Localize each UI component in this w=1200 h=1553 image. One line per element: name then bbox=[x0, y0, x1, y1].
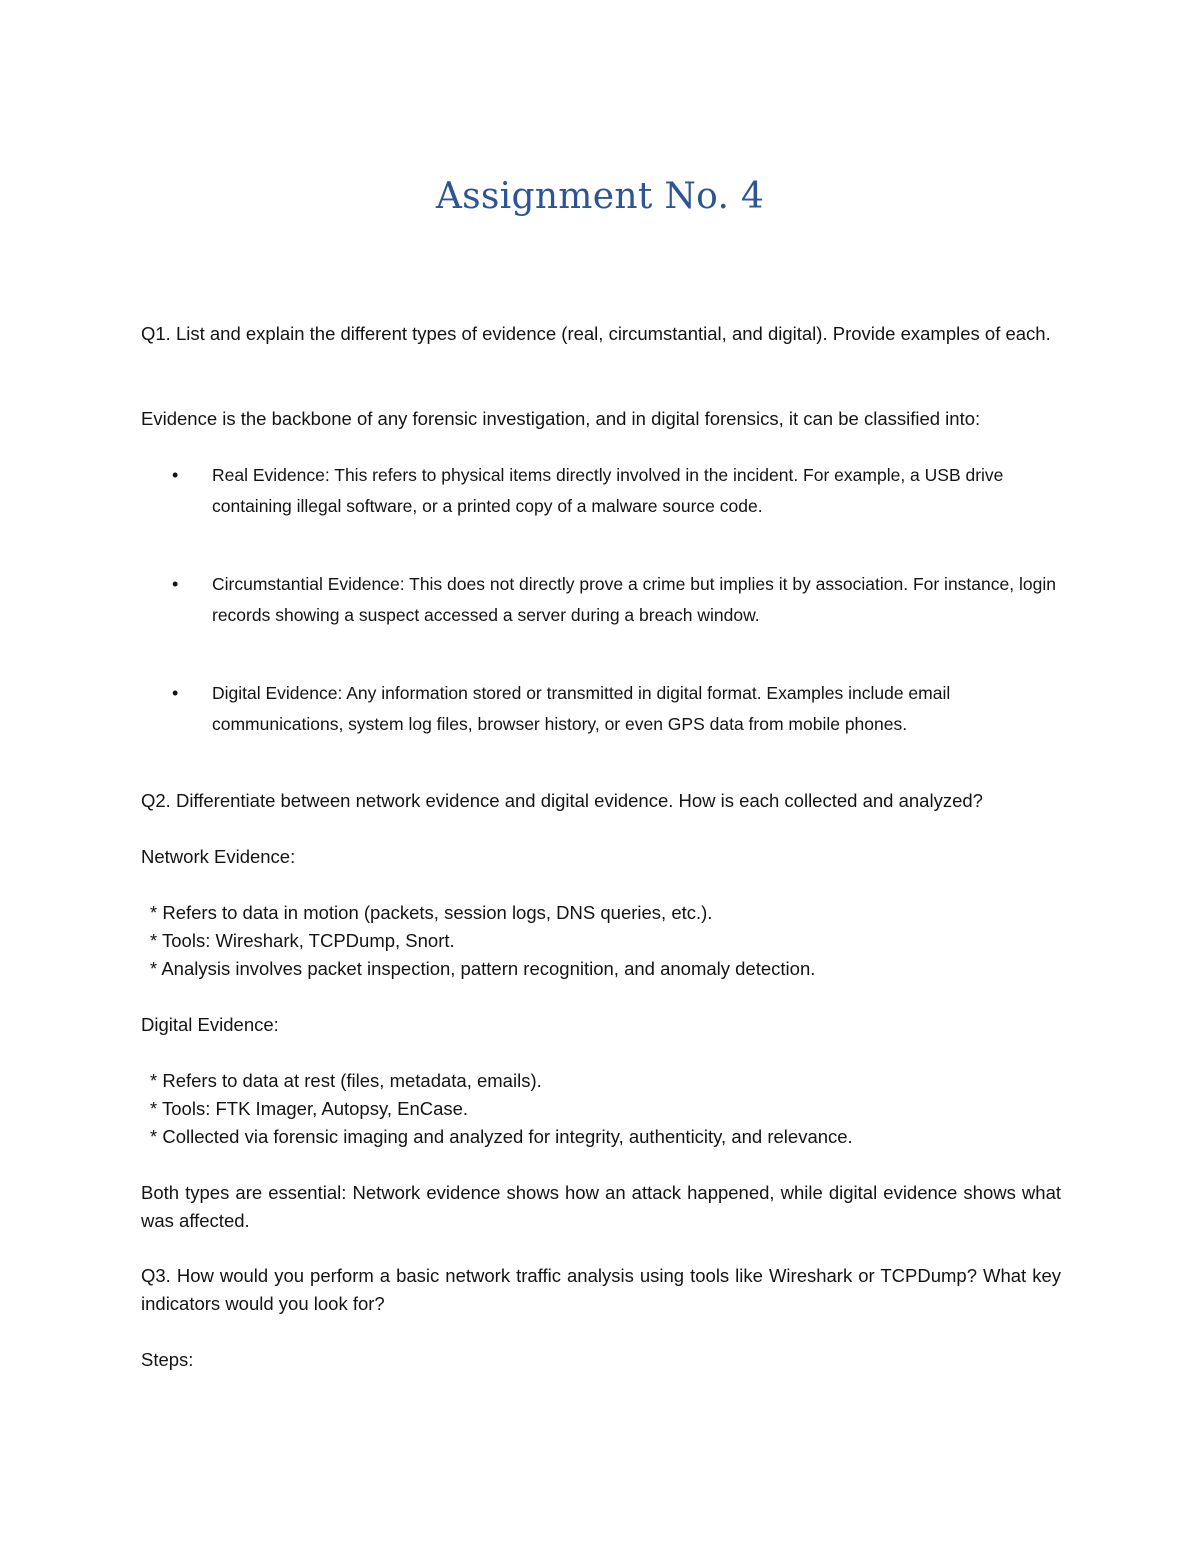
q1-item-text: Circumstantial Evidence: This does not directly prove a crime but implies it by association. For instance, login records showing a suspect accessed a server during a breach window. bbox=[212, 574, 1056, 625]
q1-item-text: Digital Evidence: Any information stored or transmitted in digital format. Examples include email communications, system log files, browser history, or even GPS data from mobile phones. bbox=[212, 683, 951, 734]
q2-question: Q2. Differentiate between network evidence and digital evidence. How is each collected and analyzed? bbox=[141, 790, 983, 811]
q1-item-text: Real Evidence: This refers to physical items directly involved in the incident. For example, a USB drive containing illegal software, or a printed copy of a malware source code. bbox=[212, 465, 1004, 516]
network-point: * Tools: Wireshark, TCPDump, Snort. bbox=[150, 930, 455, 951]
bullet-icon: • bbox=[172, 574, 179, 594]
document-title: Assignment No. 4 bbox=[435, 176, 765, 217]
q1-intro: Evidence is the backbone of any forensic investigation, and in digital forensics, it can be classified into: bbox=[141, 408, 981, 429]
network-evidence-heading: Network Evidence: bbox=[141, 846, 296, 867]
q1-question: Q1. List and explain the different types of evidence (real, circumstantial, and digital). Provide examples of each. bbox=[141, 323, 1051, 344]
digital-evidence-heading: Digital Evidence: bbox=[141, 1014, 279, 1035]
q2-conclusion: Both types are essential: Network evidence shows how an attack happened, while digital evidence shows what was affected. bbox=[141, 1182, 1061, 1231]
bullet-icon: • bbox=[172, 683, 179, 703]
digital-point: * Collected via forensic imaging and analyzed for integrity, authenticity, and relevance. bbox=[150, 1126, 853, 1147]
network-point: * Refers to data in motion (packets, session logs, DNS queries, etc.). bbox=[150, 902, 713, 923]
network-point: * Analysis involves packet inspection, pattern recognition, and anomaly detection. bbox=[150, 958, 816, 979]
digital-point: * Refers to data at rest (files, metadata, emails). bbox=[150, 1070, 542, 1091]
steps-heading: Steps: bbox=[141, 1349, 194, 1370]
q3-question: Q3. How would you perform a basic network traffic analysis using tools like Wireshark or TCPDump? What key indicators would you look for? bbox=[141, 1265, 1061, 1314]
digital-point: * Tools: FTK Imager, Autopsy, EnCase. bbox=[150, 1098, 469, 1119]
bullet-icon: • bbox=[172, 465, 179, 485]
